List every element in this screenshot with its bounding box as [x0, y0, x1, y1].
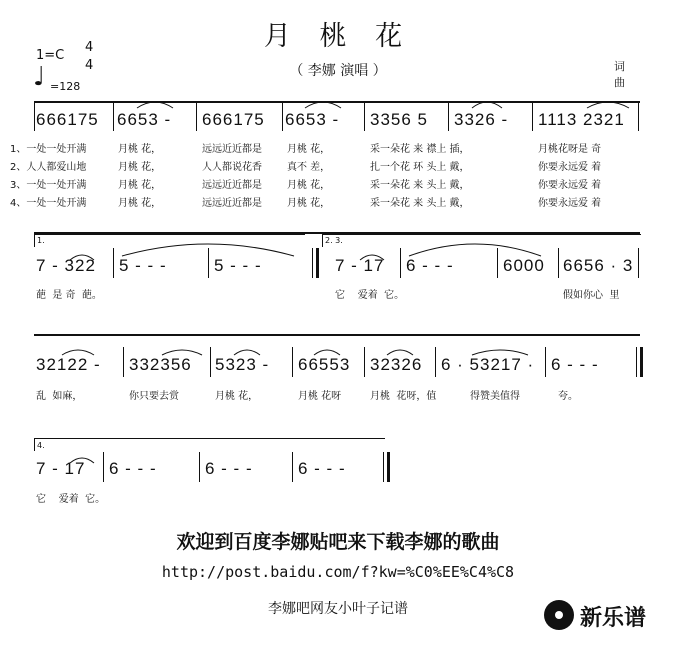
row4-measure: 6 - - -	[298, 459, 346, 478]
row2-measure: 6000	[503, 256, 545, 275]
verse-2-segment: 扎一个花 环 头上 戴，	[370, 162, 470, 173]
slur-mark	[385, 345, 415, 357]
promo-banner: 欢迎到百度李娜贴吧来下载李娜的歌曲	[176, 531, 500, 553]
slur-mark	[118, 236, 298, 258]
key-signature: 1=C	[36, 48, 65, 63]
row2-measure: 7 - 17	[335, 256, 385, 275]
quarter-note-icon: ♩	[33, 62, 46, 92]
row1-measure: 1113 2321	[538, 110, 625, 129]
barline	[292, 347, 293, 377]
verse-2-segment: 真不 差，	[287, 162, 331, 173]
volta-2-label: 2. 3.	[325, 236, 343, 245]
slur-mark	[135, 96, 175, 110]
verse-3-segment: 月桃 花，	[287, 180, 331, 191]
barline	[210, 347, 211, 377]
row2-measure: 6 - - -	[406, 256, 454, 275]
time-signature-bottom: 4	[85, 58, 94, 73]
barline	[545, 347, 546, 377]
slur-mark	[312, 345, 342, 357]
row3-measure: 6 - - -	[551, 355, 599, 374]
verse-3-segment: 你要永远爱 着	[538, 180, 602, 191]
barline	[292, 452, 293, 482]
song-title: 月 桃 花	[263, 21, 413, 52]
row2-lyric: 假如你心 里	[563, 290, 620, 301]
barline	[312, 248, 313, 278]
verse-1-segment: 月桃 花，	[287, 144, 331, 155]
verse-1-segment: 采一朵花 来 襟上 插，	[370, 144, 470, 155]
verse-3-segment: 远远近近都是	[202, 180, 262, 191]
row1-measure: 666175	[202, 110, 265, 129]
verse-1-segment: 1、一处一处开满	[10, 144, 87, 155]
verse-1-segment: 远远近近都是	[202, 144, 262, 155]
slur-mark	[405, 236, 545, 258]
row2-lyric: 它 爱着 它。	[335, 290, 405, 301]
row3-measure: 332356	[129, 355, 192, 374]
barline	[113, 103, 114, 131]
barline	[558, 248, 559, 278]
slur-mark	[358, 250, 386, 262]
row1-measure: 6653 -	[285, 110, 340, 129]
row3-lyric: 月桃 花呀	[298, 391, 342, 402]
barline	[532, 103, 533, 131]
barline	[103, 452, 104, 482]
site-logo	[540, 598, 670, 634]
slur-mark	[160, 345, 204, 357]
slur-mark	[470, 96, 504, 110]
verse-3-segment: 月桃 花，	[118, 180, 162, 191]
singer-credit: （ 李娜 演唱 ）	[289, 63, 387, 79]
promo-url[interactable]: http://post.baidu.com/f?kw=%C0%EE%C4%C8	[161, 563, 515, 581]
barline	[123, 347, 124, 377]
row2-measure: 5 - - -	[119, 256, 167, 275]
row2-measure: 6656 · 3	[563, 256, 634, 275]
row4-lyric: 它 爱着 它。	[36, 494, 106, 505]
barline	[34, 103, 35, 131]
slur-mark	[68, 250, 96, 262]
row3-lyric: 月桃 花呀，值	[370, 391, 437, 402]
barline	[196, 103, 197, 131]
verse-4-segment: 你要永远爱 着	[538, 198, 602, 209]
tempo-marking: =128	[50, 80, 81, 93]
vinyl-disc-icon	[544, 600, 574, 630]
verse-4-segment: 月桃 花，	[118, 198, 162, 209]
verse-2-segment: 人人都说花香	[202, 162, 262, 173]
transcriber-credit: 李娜吧网友小叶子记谱	[268, 601, 408, 617]
row2-measure: 7 - 322	[36, 256, 96, 275]
slur-mark	[60, 345, 96, 357]
time-signature-top: 4	[85, 40, 94, 55]
barline	[282, 103, 283, 131]
barline	[199, 452, 200, 482]
slur-mark	[585, 96, 631, 110]
logo-text: 新乐谱	[580, 606, 647, 631]
barline	[448, 103, 449, 131]
barline	[364, 103, 365, 131]
verse-2-segment: 2、人人都爱山地	[10, 162, 87, 173]
verse-4-segment: 月桃 花，	[287, 198, 331, 209]
barline	[435, 347, 436, 377]
slur-mark	[470, 345, 530, 357]
row3-measure: 5323 -	[215, 355, 270, 374]
final-barline	[383, 452, 384, 482]
row3-top-line	[34, 334, 640, 336]
barline	[400, 248, 401, 278]
repeat-end-barline	[316, 248, 319, 278]
volta-1-label: 1.	[37, 236, 45, 245]
verse-1-segment: 月桃 花，	[118, 144, 162, 155]
row1-measure: 3326 -	[454, 110, 509, 129]
row3-lyric: 得赞美值得	[470, 391, 520, 402]
final-barline	[636, 347, 637, 377]
verse-2-segment: 月桃 花，	[118, 162, 162, 173]
barline	[113, 248, 114, 278]
row4-measure: 7 - 17	[36, 459, 86, 478]
verse-3-segment: 采一朵花 来 头上 戴，	[370, 180, 470, 191]
row3-lyric: 月桃 花，	[215, 391, 259, 402]
row3-lyric: 你只要去赏	[129, 391, 179, 402]
barline	[638, 103, 639, 131]
row1-measure: 666175	[36, 110, 99, 129]
verse-3-segment: 3、一处一处开满	[10, 180, 87, 191]
slur-mark	[68, 453, 96, 465]
final-barline-thick	[640, 347, 643, 377]
volta-4-label: 4.	[37, 441, 45, 450]
barline	[638, 248, 639, 278]
final-barline-thick	[387, 452, 390, 482]
row3-lyric: 夸。	[558, 391, 578, 402]
verse-4-segment: 4、一处一处开满	[10, 198, 87, 209]
row3-measure: 32326	[370, 355, 423, 374]
row4-measure: 6 - - -	[205, 459, 253, 478]
composer-label: 曲	[614, 76, 625, 89]
verse-2-segment: 你要永远爱 着	[538, 162, 602, 173]
slur-mark	[232, 345, 262, 357]
row3-measure: 32122 -	[36, 355, 101, 374]
lyricist-label: 词	[614, 60, 625, 73]
row3-measure: 66553	[298, 355, 351, 374]
barline	[364, 347, 365, 377]
volta-fourth-ending	[34, 438, 385, 451]
row2-measure: 5 - - -	[214, 256, 262, 275]
verse-4-segment: 远远近近都是	[202, 198, 262, 209]
verse-4-segment: 采一朵花 来 头上 戴，	[370, 198, 470, 209]
row1-measure: 6653 -	[117, 110, 172, 129]
row2-lyric: 葩 是 奇 葩。	[36, 290, 102, 301]
row3-measure: 6 · 53217 ·	[441, 355, 535, 374]
row1-measure: 3356 5	[370, 110, 428, 129]
verse-1-segment: 月桃花呀是 奇	[538, 144, 602, 155]
row4-measure: 6 - - -	[109, 459, 157, 478]
slur-mark	[303, 96, 343, 110]
row3-lyric: 乱 如麻，	[36, 391, 83, 402]
